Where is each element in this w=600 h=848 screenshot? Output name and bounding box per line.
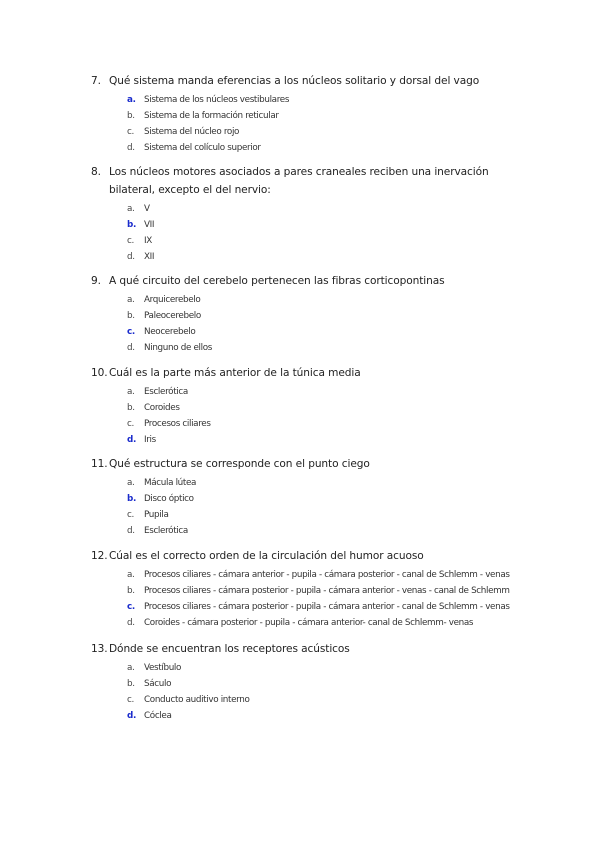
option-text: Mácula lútea [144,478,197,488]
option-text: Cóclea [144,711,172,721]
option-letter: a. [127,387,135,397]
option-list [91,384,531,448]
option-text: Ninguno de ellos [144,343,212,353]
option-text: Pupila [144,510,169,520]
option-letter: a. [127,570,135,580]
option-c [91,124,531,140]
option-list [91,92,531,156]
question-text [91,640,531,658]
option-c [91,416,531,432]
question-body: Qué estructura se corresponde con el punto ciego [109,458,370,470]
option-c [91,599,531,615]
option-letter: c. [127,419,134,429]
option-text: Esclerótica [144,387,188,397]
option-letter: a. [127,204,135,214]
option-d [91,432,531,448]
option-letter: d. [127,711,136,721]
question-body: Los núcleos motores asociados a pares craneales reciben una inervación bilateral, excepto el del nervio: [109,166,489,196]
option-text: Sistema de los núcleos vestibulares [144,95,290,105]
question-text [91,547,531,565]
option-list [91,201,531,265]
option-list [91,567,531,631]
question-body: Cuál es la parte más anterior de la túnica media [109,367,361,379]
option-c [91,507,531,523]
option-letter: d. [127,343,135,353]
option-text: Procesos ciliares [144,419,211,429]
option-letter: c. [127,695,134,705]
option-d [91,708,531,724]
option-a [91,92,531,108]
option-letter: a. [127,95,136,105]
option-d [91,615,531,631]
option-text: Sistema de la formación reticular [144,111,279,121]
question-text [91,163,531,199]
option-letter: b. [127,586,135,596]
option-letter: a. [127,295,135,305]
option-d [91,140,531,156]
question-8 [91,163,531,265]
option-text: Sistema del núcleo rojo [144,127,240,137]
option-letter: c. [127,602,135,612]
question-text [91,72,531,90]
option-text: VII [144,220,155,230]
option-a [91,292,531,308]
option-b [91,676,531,692]
option-text: XII [144,252,155,262]
option-d [91,340,531,356]
option-text: V [144,204,150,214]
option-letter: a. [127,663,135,673]
question-text [91,364,531,382]
option-letter: b. [127,679,135,689]
question-number: 12. [91,550,108,562]
option-text: Sistema del colículo superior [144,143,261,153]
question-13 [91,640,531,724]
question-11 [91,455,531,539]
option-b [91,108,531,124]
question-number: 9. [91,275,101,287]
option-c [91,692,531,708]
option-text: Arquicerebelo [144,295,201,305]
question-12 [91,547,531,631]
option-letter: c. [127,327,135,337]
option-text: Procesos ciliares - cámara posterior - pupila - cámara anterior - venas - canal de Schlemm [144,586,510,596]
option-letter: c. [127,236,134,246]
question-text [91,455,531,473]
question-7 [91,72,531,156]
option-a [91,660,531,676]
option-a [91,384,531,400]
option-list [91,660,531,724]
option-list [91,475,531,539]
question-text [91,272,531,290]
option-text: Conducto auditivo interno [144,695,250,705]
question-body: A qué circuito del cerebelo pertenecen las fibras corticopontinas [109,275,445,287]
option-c [91,233,531,249]
option-a [91,475,531,491]
option-text: Coroides [144,403,180,413]
option-text: Procesos ciliares - cámara anterior - pupila - cámara posterior - canal de Schlemm - venas [144,570,510,580]
option-b [91,583,531,599]
question-number: 13. [91,643,108,655]
option-text: IX [144,236,152,246]
option-letter: b. [127,403,135,413]
option-letter: a. [127,478,135,488]
option-d [91,249,531,265]
option-text: Iris [144,435,156,445]
option-letter: d. [127,618,135,628]
option-d [91,523,531,539]
option-letter: d. [127,252,135,262]
option-letter: d. [127,143,135,153]
question-10 [91,364,531,448]
option-text: Neocerebelo [144,327,196,337]
option-letter: d. [127,526,135,536]
option-text: Procesos ciliares - cámara posterior - pupila - cámara anterior - canal de Schlemm - venas [144,602,510,612]
option-c [91,324,531,340]
option-letter: c. [127,510,134,520]
option-b [91,491,531,507]
option-text: Paleocerebelo [144,311,201,321]
question-body: Qué sistema manda eferencias a los núcleos solitario y dorsal del vago [109,75,480,87]
question-9 [91,272,531,356]
option-text: Esclerótica [144,526,188,536]
option-text: Vestíbulo [144,663,182,673]
option-text: Disco óptico [144,494,194,504]
option-b [91,308,531,324]
option-b [91,400,531,416]
option-b [91,217,531,233]
option-text: Coroides - cámara posterior - pupila - cámara anterior- canal de Schlemm- venas [144,618,474,628]
question-body: Dónde se encuentran los receptores acústicos [109,643,350,655]
option-a [91,567,531,583]
option-letter: b. [127,311,135,321]
option-letter: d. [127,435,136,445]
question-number: 10. [91,367,108,379]
option-text: Sáculo [144,679,172,689]
option-list [91,292,531,356]
question-number: 8. [91,166,101,178]
question-body: Cúal es el correcto orden de la circulación del humor acuoso [109,550,424,562]
question-number: 11. [91,458,108,470]
question-number: 7. [91,75,101,87]
option-a [91,201,531,217]
option-letter: b. [127,111,135,121]
option-letter: b. [127,220,136,230]
option-letter: b. [127,494,136,504]
option-letter: c. [127,127,134,137]
